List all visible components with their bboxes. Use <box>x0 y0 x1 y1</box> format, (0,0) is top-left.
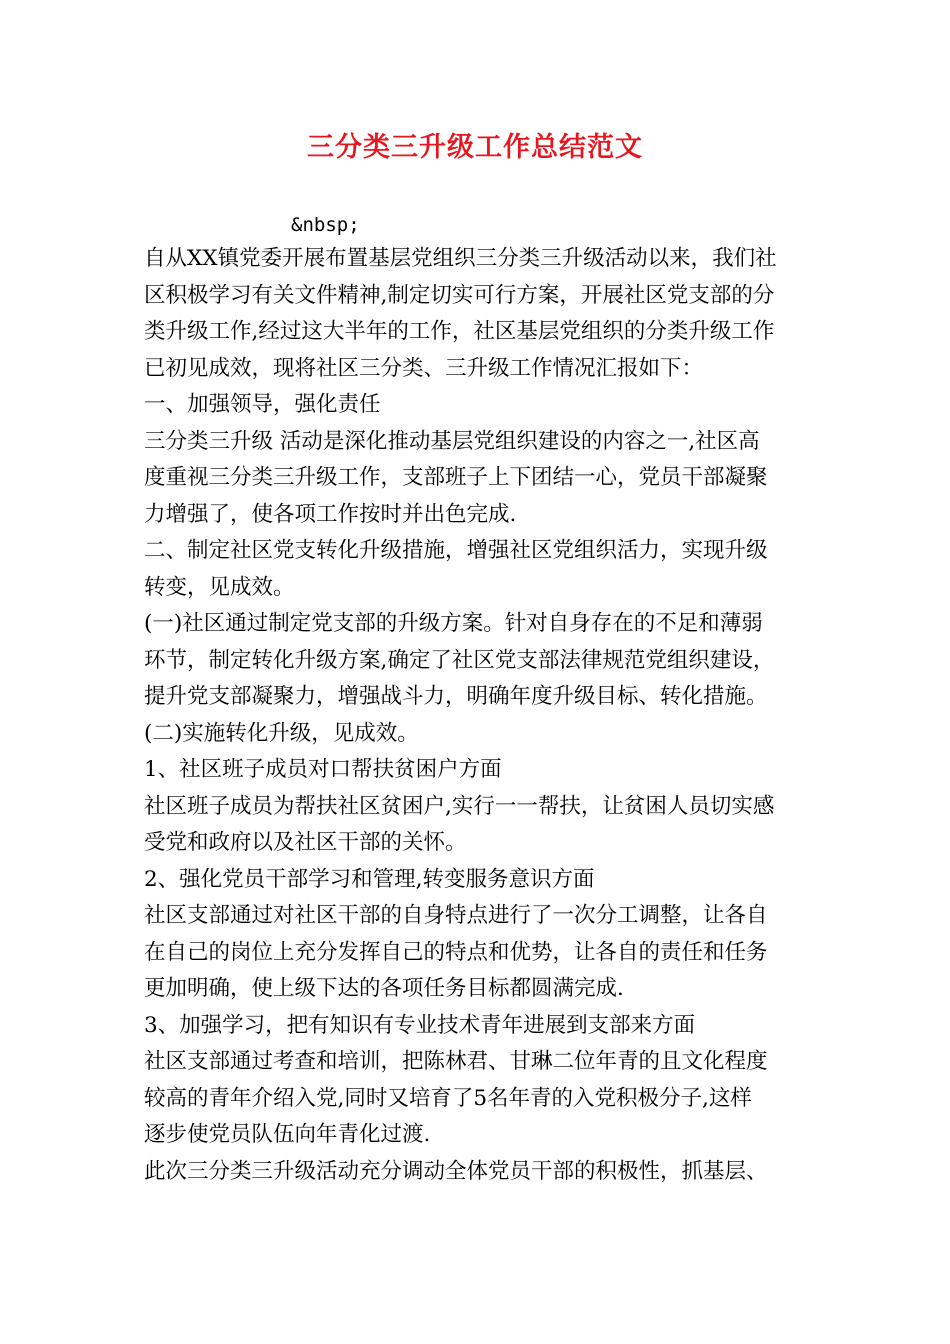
body-line: 环节，制定转化升级方案,确定了社区党支部法律规范党组织建设， <box>144 647 775 673</box>
body-line: 社区支部通过考查和培训，把陈林君、甘琳二位年青的且文化程度 <box>144 1049 768 1074</box>
body-line: 自从XX镇党委开展布置基层党组织三分类三升级活动以来，我们社 <box>144 246 777 271</box>
body-line: 已初见成效，现将社区三分类、三升级工作情况汇报如下： <box>144 355 704 381</box>
section-heading-1: 一、加强领导，强化责任 <box>144 392 381 417</box>
body-line: 力增强了，使各项工作按时并出色完成. <box>144 501 517 527</box>
body-line: 社区班子成员为帮扶社区贫困户,实行一一帮扶，让贫困人员切实感 <box>144 793 775 819</box>
item-heading-1: 1、社区班子成员对口帮扶贫困户方面 <box>144 757 502 782</box>
body-line: 在自己的岗位上充分发挥自己的特点和优势，让各自的责任和任务 <box>144 939 768 965</box>
body-line: 提升党支部凝聚力，增强战斗力，明确年度升级目标、转化措施。 <box>144 684 768 709</box>
document-title: 三分类三升级工作总结范文 <box>307 132 643 163</box>
body-line: 受党和政府以及社区干部的关怀。 <box>144 830 467 855</box>
body-line: 度重视三分类三升级工作，支部班子上下团结一心，党员干部凝聚 <box>144 465 768 490</box>
body-line: 更加明确，使上级下达的各项任务目标都圆满完成. <box>144 976 624 1001</box>
body-line: 此次三分类三升级活动充分调动全体党员干部的积极性，抓基层、 <box>144 1158 768 1184</box>
subsection-heading-2: (二)实施转化升级，见成效。 <box>144 720 419 746</box>
body-line: 社区支部通过对社区干部的自身特点进行了一次分工调整，让各自 <box>144 903 768 928</box>
body-line: 转变，见成效。 <box>144 574 295 600</box>
item-heading-3: 3、加强学习，把有知识有专业技术青年进展到支部来方面 <box>144 1012 696 1038</box>
body-line: 区积极学习有关文件精神,制定切实可行方案，开展社区党支部的分 <box>144 282 775 308</box>
body-line: 类升级工作,经过这大半年的工作，社区基层党组织的分类升级工作 <box>144 319 775 344</box>
nbsp-placeholder-text: &nbsp; <box>291 214 360 236</box>
body-line: 三分类三升级 活动是深化推动基层党组织建设的内容之一,社区高 <box>144 428 760 454</box>
section-heading-2: 二、制定社区党支转化升级措施，增强社区党组织活力，实现升级 <box>144 538 768 563</box>
item-heading-2: 2、强化党员干部学习和管理,转变服务意识方面 <box>144 866 595 892</box>
document-body <box>144 241 808 1190</box>
body-line: 逐步使党员队伍向年青化过渡. <box>144 1122 431 1147</box>
subsection-heading-1: (一)社区通过制定党支部的升级方案。针对自身存在的不足和薄弱 <box>144 611 763 636</box>
body-line: 较高的青年介绍入党,同时又培育了5名年青的入党积极分子,这样 <box>144 1085 752 1111</box>
